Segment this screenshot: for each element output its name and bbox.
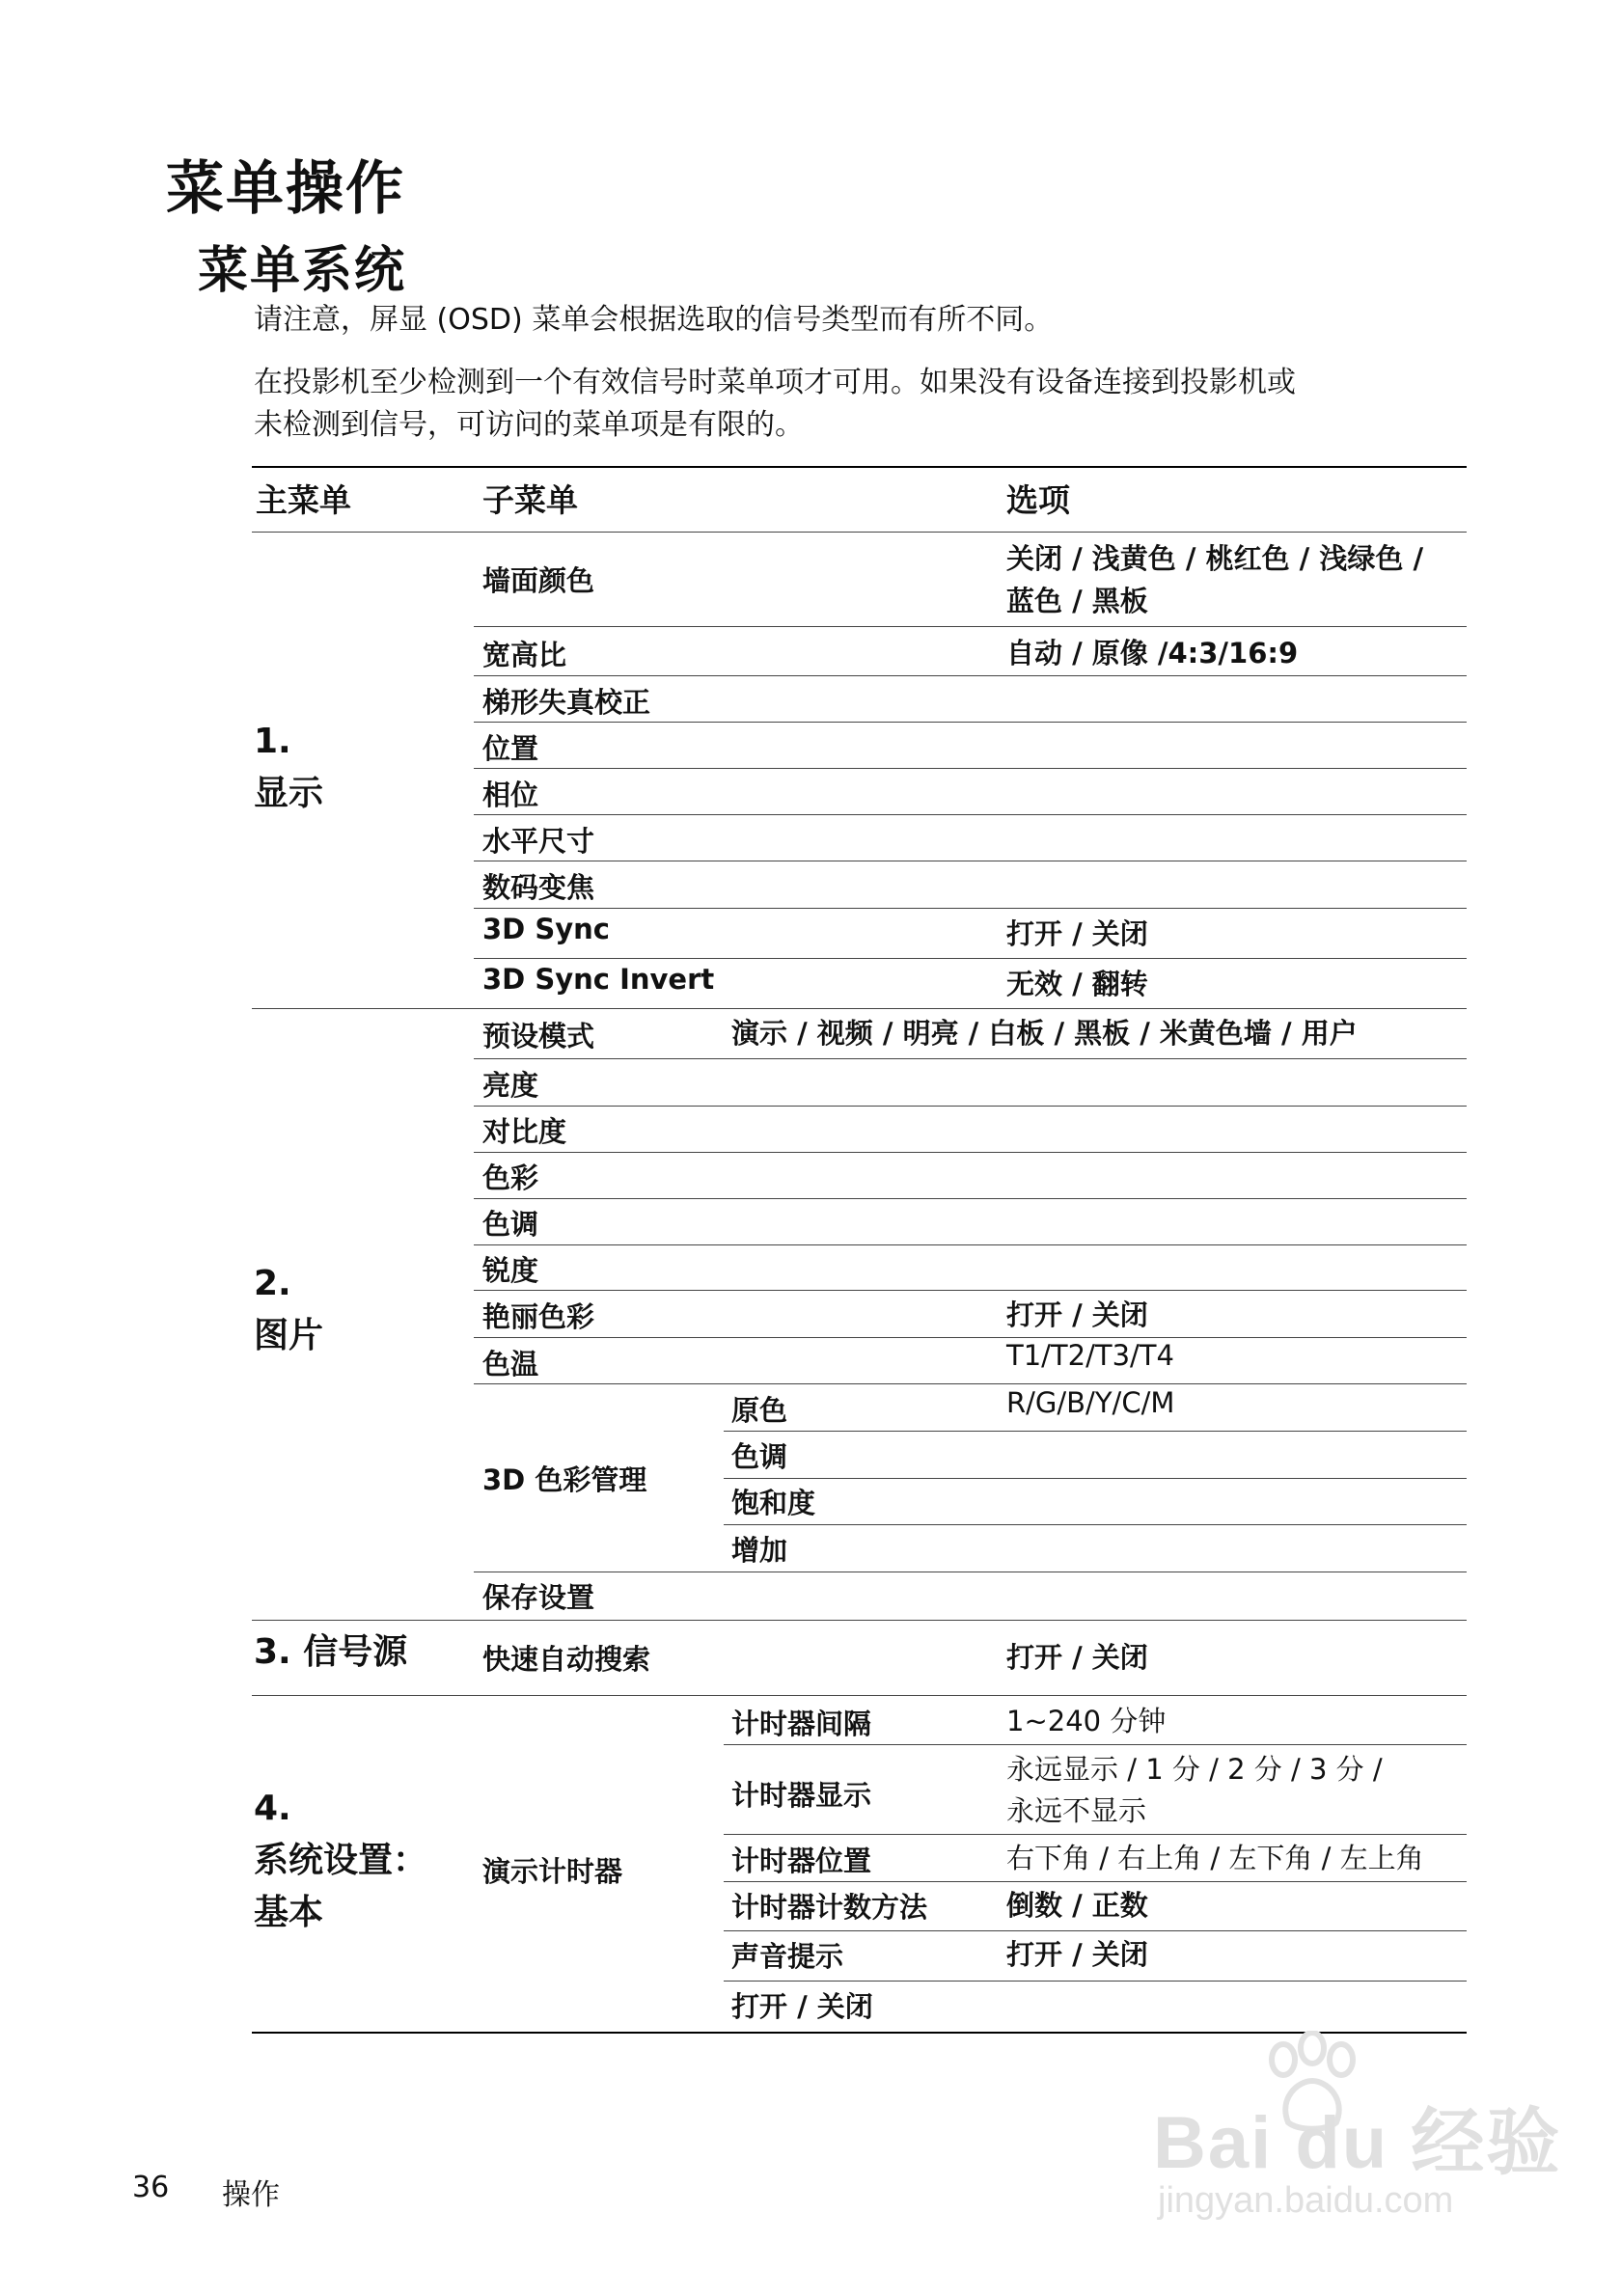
opt-sound-reminder: 打开 / 关闭 (1006, 1938, 1148, 1971)
row-divider (474, 1290, 1467, 1291)
opt-3d-sync-invert: 无效 / 翻转 (1006, 968, 1148, 1000)
row-3d-sync-invert: 3D Sync Invert (482, 963, 715, 996)
row-gain: 增加 (731, 1534, 788, 1567)
watermark-brand: Bai du 经验 (1153, 2102, 1562, 2184)
row-quick-search: 快速自动搜索 (482, 1643, 651, 1676)
row-divider (474, 1106, 1467, 1107)
row-timer-display: 计时器显示 (731, 1779, 872, 1812)
group-system-number: 4. (254, 1789, 291, 1828)
row-brightness: 亮度 (482, 1069, 539, 1102)
opt-timer-count: 倒数 / 正数 (1006, 1889, 1148, 1922)
row-phase: 相位 (482, 779, 539, 811)
footer-section: 操作 (222, 2178, 280, 2212)
row-hsize: 水平尺寸 (482, 825, 595, 858)
page-number: 36 (132, 2171, 170, 2204)
opt-3d-sync: 打开 / 关闭 (1006, 917, 1148, 950)
page-title: 菜单操作 (166, 155, 405, 223)
row-divider (724, 1744, 1467, 1745)
row-sharpness: 锐度 (482, 1254, 539, 1287)
opt-preset-mode: 演示 / 视频 / 明亮 / 白板 / 黑板 / 米黄色墙 / 用户 (731, 1017, 1358, 1050)
opt-primary-color: R/G/B/Y/C/M (1006, 1386, 1175, 1419)
row-3d-sync: 3D Sync (482, 913, 610, 945)
intro-note: 请注意，屏显 (OSD) 菜单会根据选取的信号类型而有所不同。 (254, 303, 1054, 337)
row-primary-color: 原色 (731, 1394, 788, 1427)
row-hue: 色调 (731, 1440, 788, 1473)
table-top-rule (252, 466, 1467, 468)
group-system-name: 系统设置： (254, 1841, 428, 1880)
row-divider (474, 1244, 1467, 1245)
row-3d-color-management: 3D 色彩管理 (482, 1463, 647, 1496)
row-brilliant-color: 艳丽色彩 (482, 1300, 595, 1333)
row-preset-mode: 预设模式 (482, 1020, 595, 1052)
opt-aspect: 自动 / 原像 /4:3/16:9 (1006, 637, 1299, 670)
row-presentation-timer: 演示计时器 (482, 1855, 623, 1888)
header-rule (252, 532, 1467, 533)
row-divider (474, 768, 1467, 769)
row-divider (724, 1524, 1467, 1525)
group-display-number: 1. (254, 722, 291, 761)
section-title: 菜单系统 (198, 242, 407, 300)
header-options: 选项 (1006, 481, 1070, 519)
group-display-name: 显示 (254, 774, 324, 813)
row-divider (474, 908, 1467, 909)
group-divider (252, 1695, 1467, 1696)
opt-timer-display-2: 永远不显示 (1006, 1794, 1147, 1827)
opt-brilliant-color: 打开 / 关闭 (1006, 1298, 1148, 1331)
row-divider (474, 1058, 1467, 1059)
row-divider (724, 1478, 1467, 1479)
row-position: 位置 (482, 732, 539, 765)
row-wall-color: 墙面颜色 (482, 564, 595, 597)
row-sound-reminder: 声音提示 (731, 1940, 844, 1973)
row-divider (724, 1981, 1467, 1982)
row-timer-position: 计时器位置 (731, 1845, 872, 1877)
row-divider (724, 1881, 1467, 1882)
group-source-name: 3. 信号源 (254, 1632, 408, 1672)
row-color: 色彩 (482, 1162, 539, 1194)
row-keystone: 梯形失真校正 (482, 686, 651, 719)
row-divider (474, 1337, 1467, 1338)
row-contrast: 对比度 (482, 1115, 567, 1148)
row-divider (474, 722, 1467, 723)
row-tint: 色调 (482, 1208, 539, 1241)
opt-timer-display-1: 永远显示 / 1 分 / 2 分 / 3 分 / (1006, 1753, 1383, 1786)
opt-timer-position: 右下角 / 右上角 / 左下角 / 左上角 (1006, 1842, 1424, 1874)
row-aspect: 宽高比 (482, 639, 567, 671)
row-divider (474, 814, 1467, 815)
row-divider (474, 626, 1467, 627)
row-divider (724, 1834, 1467, 1835)
watermark-url: jingyan.baidu.com (1158, 2180, 1454, 2221)
group-divider (252, 1008, 1467, 1009)
group-divider (252, 1620, 1467, 1621)
group-picture-number: 2. (254, 1264, 291, 1303)
row-divider (474, 675, 1467, 676)
row-timer-interval: 计时器间隔 (731, 1708, 872, 1740)
header-main-menu: 主菜单 (256, 481, 351, 519)
row-divider (474, 1198, 1467, 1199)
row-divider (724, 1431, 1467, 1432)
row-timer-count: 计时器计数方法 (731, 1891, 928, 1924)
intro-line-1: 在投影机至少检测到一个有效信号时菜单项才可用。如果没有设备连接到投影机或 (254, 366, 1296, 399)
row-zoom: 数码变焦 (482, 871, 595, 904)
row-saturation: 饱和度 (731, 1487, 816, 1519)
row-divider (474, 1152, 1467, 1153)
group-system-name-2: 基本 (254, 1893, 324, 1932)
opt-wall-color-2: 蓝色 / 黑板 (1006, 585, 1148, 617)
opt-wall-color-1: 关闭 / 浅黄色 / 桃红色 / 浅绿色 / (1006, 542, 1424, 575)
header-submenu: 子菜单 (482, 481, 578, 519)
row-timer-onoff: 打开 / 关闭 (731, 1990, 873, 2023)
opt-quick-search: 打开 / 关闭 (1006, 1641, 1148, 1674)
intro-line-2: 未检测到信号，可访问的菜单项是有限的。 (254, 408, 804, 442)
row-divider (724, 1930, 1467, 1931)
opt-timer-interval: 1~240 分钟 (1006, 1705, 1167, 1737)
opt-color-temp: T1/T2/T3/T4 (1006, 1339, 1174, 1372)
row-divider (474, 1383, 1467, 1384)
row-color-temp: 色温 (482, 1348, 539, 1380)
row-save-settings: 保存设置 (482, 1581, 595, 1614)
group-picture-name: 图片 (254, 1316, 324, 1355)
row-divider (474, 958, 1467, 959)
